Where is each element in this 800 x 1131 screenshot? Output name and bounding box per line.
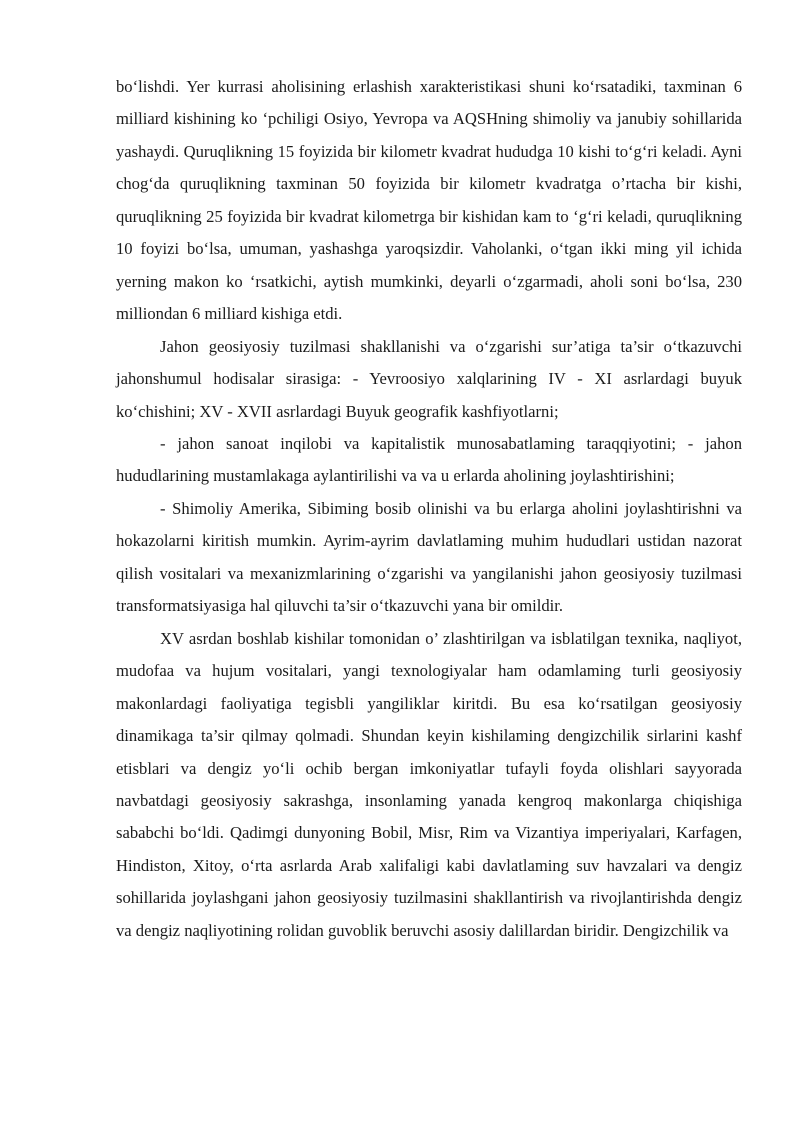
paragraph: Jahon geosiyosiy tuzilmasi shakllanishi va o‘zgarishi sur’atiga ta’sir o‘tkazuvchi jahonshumul hodisalar sirasiga: - Yevroosiyo xalqlarining IV - XI asrlardagi buyuk ko‘chishini; XV - XVII asrlardagi Buyuk geografik kashfiyotlarni; [116, 336, 742, 421]
paragraph: XV asrdan boshlab kishilar tomonidan o’ zlashtirilgan va isblatilgan texnika, naqliyot, mudofaa va hujum vositalari, yangi texnologiyalar ham odamlaming turli geosiyosiy makonlardagi faoliyatiga tegisbli yangiliklar kiritdi. Bu esa ko‘rsatilgan geosiyosiy dinamikaga ta’sir qilmay qolmadi. Shundan keyin kishilaming dengizchilik sirlarini kashf etisblari va dengiz yo‘li ochib bergan imkoniyatlar tufayli foyda olishlari sayyorada navbatdagi geosiyosiy sakrashga, insonlaming yanada kengroq makonlarga chiqishiga sababchi bo‘ldi. Qadimgi dunyoning Bobil, Misr, Rim va Vizantiya imperiyalari, Karfagen, Hindiston, Xitoy, o‘rta asrlarda Arab xalifaligi kabi davlatlaming suv havzalari va dengiz sohillarida joylashgani jahon geosiyosiy tuzilmasini shakllantirish va rivojlantirishda dengiz va dengiz naqliyotining rolidan guvoblik beruvchi asosiy dalillardan biridir. Dengizchilik va [116, 628, 742, 940]
paragraph: bo‘lishdi. Yer kurrasi aholisining erlashish xarakteristikasi shuni ko‘rsatadiki, taxminan 6 milliard kishining ko ‘pchiligi Osiyo, Yevropa va AQSHning shimoliy va janubiy sohillarida yashaydi. Quruqlikning 15 foyizida bir kilometr kvadrat hududga 10 kishi to‘g‘ri keladi. Ayni chog‘da quruqlikning taxminan 50 foyizida bir kilometr kvadratga o’rtacha bir kishi, quruqlikning 25 foyizida bir kvadrat kilometrga bir kishidan kam to ‘g‘ri keladi, quruqlikning 10 foyizi bo‘lsa, umuman, yashashga yaroqsizdir. Vaholanki, o‘tgan ikki ming yil ichida yerning makon ko ‘rsatkichi, aytish mumkinki, deyarli o‘zgarmadi, aholi soni bo‘lsa, 230 milliondan 6 milliard kishiga etdi. [116, 77, 742, 324]
paragraph: - jahon sanoat inqilobi va kapitalistik munosabatlaming taraqqiyotini; - jahon hududlarining mustamlakaga aylantirilishi va va u erlarda aholining joylashtirishini; [116, 433, 742, 486]
paragraph: - Shimoliy Amerika, Sibiming bosib olinishi va bu erlarga aholini joylashtirishni va hokazolarni kiritish mumkin. Ayrim-ayrim davlatlaming muhim hududlari ustidan nazorat qilish vositalari va mexanizmlarining o‘zgarishi va yangilanishi jahon geosiyosiy tuzilmasi transformatsiyasiga hal qiluvchi ta’sir o‘tkazuvchi yana bir omildir. [116, 498, 742, 616]
body-text [116, 71, 742, 947]
